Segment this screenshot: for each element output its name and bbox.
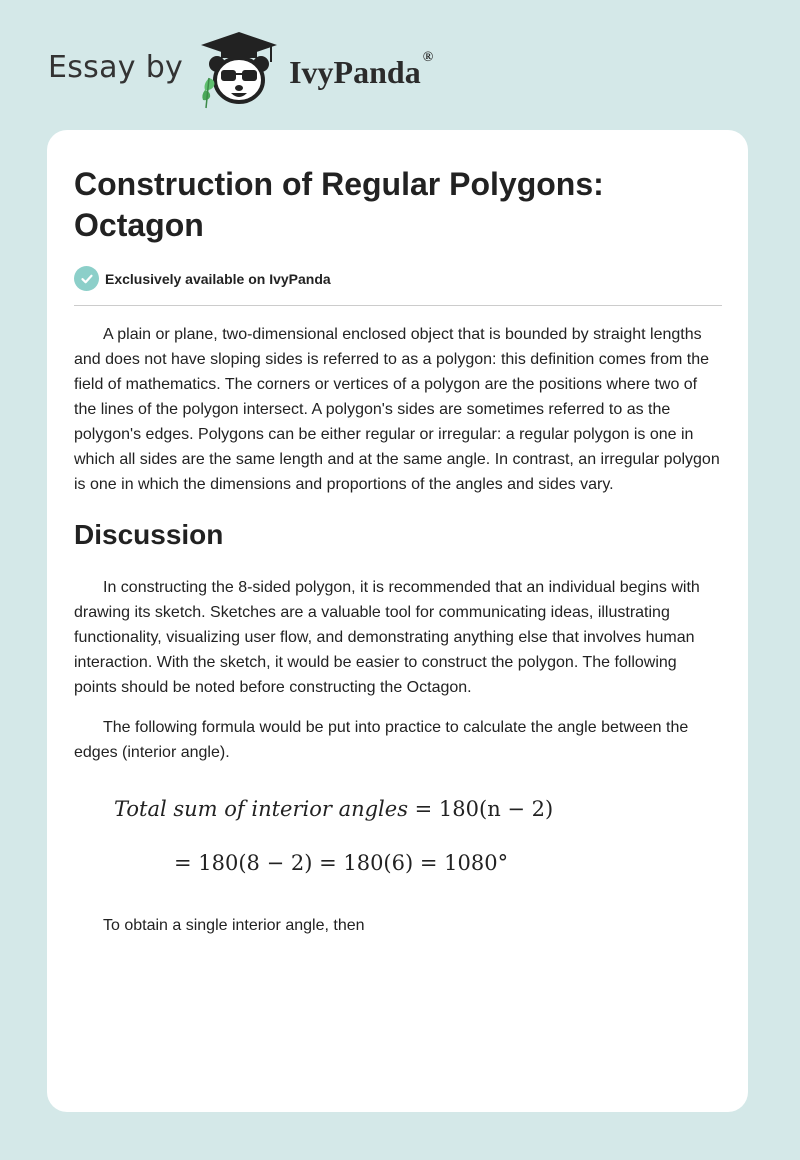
brand-prefix: Essay by <box>48 49 184 85</box>
discussion-paragraph-1: In constructing the 8-sided polygon, it is recommended that an individual begins with drawing its sketch. Sketches are a valuable tool for communicating ideas, illustrating functionality, visualizing user flow, and demonstrating anything else that involves human interaction. With the sketch, it would be easier to construct the polygon. The following points should be noted before constructing the Octagon. <box>74 579 700 696</box>
article-title: Construction of Regular Polygons: Octagon <box>74 166 604 243</box>
formula-lead: Total sum of interior angles <box>114 797 408 821</box>
discussion-paragraph-2: The following formula would be put into practice to calculate the angle between the edges (interior angle). <box>74 719 689 761</box>
article-card <box>47 130 748 1112</box>
section-heading: Discussion <box>74 519 224 550</box>
brand-name: IvyPanda ® <box>289 49 434 90</box>
intro-paragraph: A plain or plane, two-dimensional enclosed object that is bounded by straight lengths and does not have sloping sides is referred to as a polygon: this definition comes from the field of mathematics. The corners or vertices of a polygon are the positions where two of the lines of the polygon intersect. A polygon's sides are sometimes referred to as the polygon's edges. Polygons can be either regular or irregular: a regular polygon is one in which all sides are the same length and at the same angle. In contrast, an irregular polygon is one in which the dimensions and proportions of the angles and sides vary. <box>74 326 720 493</box>
discussion-paragraph-3: To obtain a single interior angle, then <box>103 917 365 934</box>
panda-logo-icon <box>197 30 281 110</box>
check-icon <box>74 266 99 291</box>
trademark-symbol: ® <box>422 49 434 65</box>
exclusive-banner <box>74 266 722 306</box>
exclusive-label: Exclusively available on IvyPanda <box>105 270 331 287</box>
formula-rest: = 180(n − 2) <box>407 797 554 821</box>
formula-line-1 <box>114 797 722 821</box>
site-header[interactable] <box>48 30 433 110</box>
formula-line-2: = 180(8 − 2) = 180(6) = 1080° <box>174 851 509 875</box>
